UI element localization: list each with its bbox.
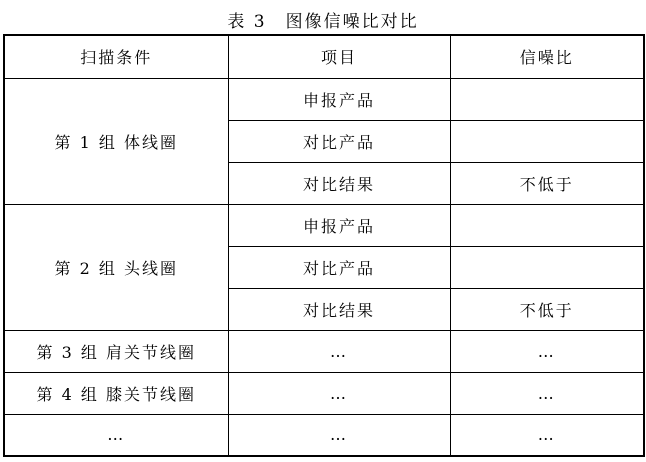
- cell-group3-snr: …: [450, 330, 644, 372]
- cell-group2-comparison-item: 对比产品: [228, 246, 450, 288]
- header-snr: 信噪比: [450, 35, 644, 78]
- cell-group2-condition: 第 2 组 头线圈: [4, 204, 228, 330]
- cell-group4-item: …: [228, 372, 450, 414]
- table-row-group4: [4, 372, 644, 414]
- table-row-group3: [4, 330, 644, 372]
- header-item: 项目: [228, 35, 450, 78]
- snr-comparison-table: [3, 34, 645, 457]
- cell-group1-result-item: 对比结果: [228, 162, 450, 204]
- cell-ellipsis-item: …: [228, 414, 450, 456]
- cell-ellipsis-snr: …: [450, 414, 644, 456]
- cell-group2-result-snr: 不低于: [450, 288, 644, 330]
- table-row-group2-declared: [4, 204, 644, 246]
- cell-group1-declared-snr: [450, 78, 644, 120]
- cell-group3-condition: 第 3 组 肩关节线圈: [4, 330, 228, 372]
- cell-group4-condition: 第 4 组 膝关节线圈: [4, 372, 228, 414]
- cell-group1-declared-item: 申报产品: [228, 78, 450, 120]
- cell-group2-declared-snr: [450, 204, 644, 246]
- cell-group1-result-snr: 不低于: [450, 162, 644, 204]
- table-row-ellipsis: [4, 414, 644, 456]
- cell-ellipsis-condition: …: [4, 414, 228, 456]
- cell-group4-snr: …: [450, 372, 644, 414]
- cell-group1-condition: 第 1 组 体线圈: [4, 78, 228, 204]
- table-header-row: [4, 35, 644, 78]
- cell-group2-result-item: 对比结果: [228, 288, 450, 330]
- header-scan-condition: 扫描条件: [4, 35, 228, 78]
- table-caption: 表 3 图像信噪比对比: [227, 12, 419, 32]
- cell-group2-comparison-snr: [450, 246, 644, 288]
- table-row-group1-declared: [4, 78, 644, 120]
- cell-group1-comparison-item: 对比产品: [228, 120, 450, 162]
- cell-group3-item: …: [228, 330, 450, 372]
- cell-group2-declared-item: 申报产品: [228, 204, 450, 246]
- cell-group1-comparison-snr: [450, 120, 644, 162]
